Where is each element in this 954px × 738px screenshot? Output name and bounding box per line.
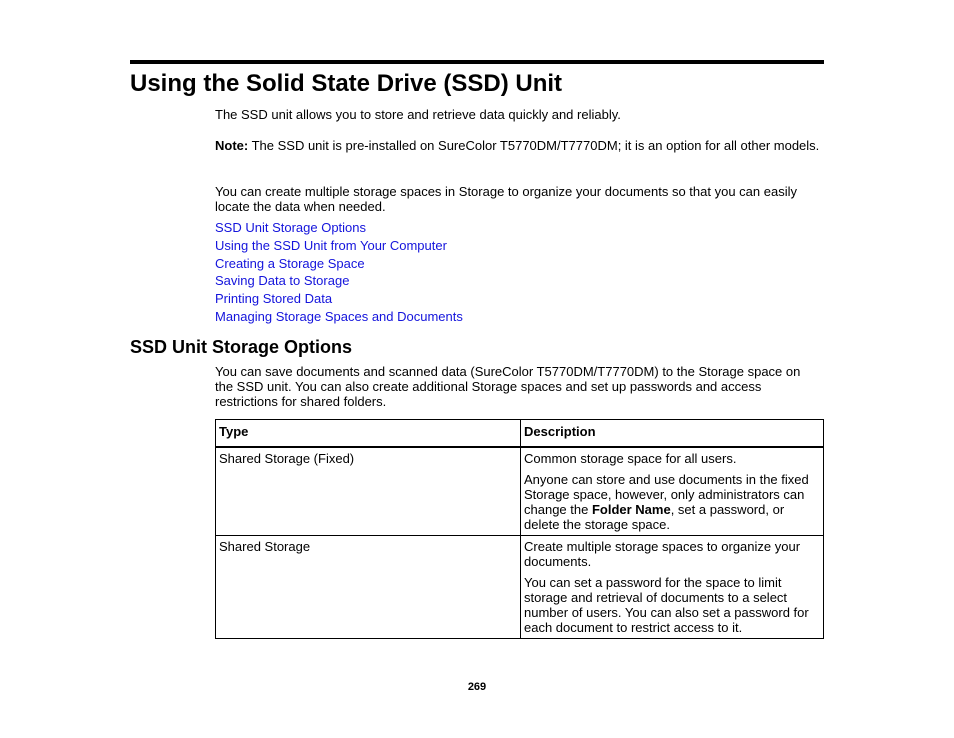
column-header-description: Description <box>521 420 824 448</box>
topic-link-item <box>215 290 463 308</box>
page-number: 269 <box>467 681 487 693</box>
note-paragraph <box>215 138 820 153</box>
topic-link-item <box>215 272 463 290</box>
description-line <box>524 472 820 532</box>
link-creating-storage-space[interactable]: Creating a Storage Space <box>215 255 365 271</box>
description-line: Create multiple storage spaces to organize your documents. <box>524 539 801 569</box>
description-cell <box>521 536 824 639</box>
storage-paragraph: You can create multiple storage spaces in Storage to organize your documents so that you can easily locate the data when needed. <box>215 184 797 214</box>
link-printing-stored-data[interactable]: Printing Stored Data <box>215 291 333 307</box>
topic-link-item <box>215 237 463 255</box>
top-rule <box>130 60 824 64</box>
type-cell: Shared Storage (Fixed) <box>216 447 521 536</box>
note-text: The SSD unit is pre-installed on SureColor T5770DM/T7770DM; it is an option for all other models. <box>248 138 820 153</box>
column-header-type: Type <box>216 420 521 448</box>
link-ssd-unit-storage-options[interactable]: SSD Unit Storage Options <box>215 220 367 235</box>
topic-link-item <box>215 308 463 326</box>
description-cell <box>521 447 824 536</box>
table-header-row <box>216 420 824 448</box>
note-label: Note: <box>215 138 249 153</box>
page-title: Using the Solid State Drive (SSD) Unit <box>130 70 563 97</box>
link-saving-data-to-storage[interactable]: Saving Data to Storage <box>215 273 350 289</box>
description-line: Common storage space for all users. <box>524 451 737 466</box>
section-heading: SSD Unit Storage Options <box>130 337 353 357</box>
link-managing-storage-spaces[interactable]: Managing Storage Spaces and Documents <box>215 308 463 324</box>
description-text: Anyone can store and use documents in the fixed Storage space, however, only administrators can change the <box>524 472 809 517</box>
topic-link-item <box>215 255 463 273</box>
folder-name-term: Folder Name <box>591 502 671 517</box>
description-line: You can set a password for the space to limit storage and retrieval of documents to a select number of users. You can also set a password for each document to restrict access to it. <box>524 575 809 635</box>
table-row <box>216 447 824 536</box>
link-using-ssd-unit-from-computer[interactable]: Using the SSD Unit from Your Computer <box>215 237 447 253</box>
description-text: , set a password, or delete the storage space. <box>524 502 785 532</box>
type-cell: Shared Storage <box>216 536 521 639</box>
intro-paragraph: The SSD unit allows you to store and retrieve data quickly and reliably. <box>215 107 621 122</box>
topic-links-list <box>215 219 463 326</box>
table-row <box>216 536 824 639</box>
storage-options-table <box>215 419 824 639</box>
topic-link-item <box>215 219 463 237</box>
section-paragraph: You can save documents and scanned data (SureColor T5770DM/T7770DM) to the Storage space on the SSD unit. You can also create additional Storage spaces and set up passwords and access restrictions for shared folders. <box>215 364 801 409</box>
